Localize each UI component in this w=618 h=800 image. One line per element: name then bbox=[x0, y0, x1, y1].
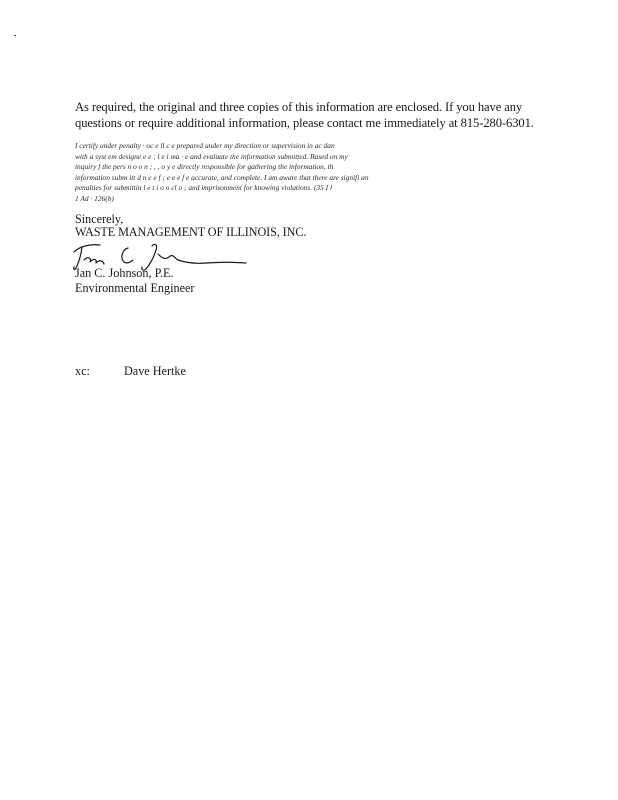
company-name: WASTE MANAGEMENT OF ILLINOIS, INC. bbox=[75, 225, 307, 239]
body-paragraph bbox=[75, 99, 545, 131]
body-line: questions or require additional information, please contact me immediately at 815-280-6301. bbox=[75, 116, 534, 130]
certification-line: inquiry f the pers n o o n ; , , o y e directly responsible for gathering the information, th bbox=[75, 162, 334, 172]
signer-name: Jan C. Johnson, P.E. bbox=[75, 266, 174, 280]
cc-label: xc: bbox=[75, 364, 90, 378]
body-line: As required, the original and three copies of this information are enclosed. If you have any bbox=[75, 100, 523, 114]
certification-line: penalties for submittin l e t i o o cl o ; and imprisonment for knowing violations. (35 I l bbox=[75, 183, 333, 193]
certification-line: information subm itt d n e e f ; e e e f e accurate, and complete. I am aware that there are signifi an bbox=[75, 172, 369, 182]
signer-title: Environmental Engineer bbox=[75, 281, 195, 295]
certification-statement bbox=[75, 141, 515, 205]
certification-line: with a syst em designe e e ; l e i ma · e and evaluate the information submitted. Based on my bbox=[75, 151, 348, 161]
closing-salutation: Sincerely, bbox=[75, 212, 124, 226]
scan-speck bbox=[14, 35, 16, 36]
cc-recipient: Dave Hertke bbox=[124, 364, 186, 378]
certification-line: 1 Ad · 126(b) bbox=[75, 193, 114, 203]
certification-line: I certify under penalty · oc e ll c e prepared under my direction or supervision in ac dan bbox=[75, 141, 335, 150]
